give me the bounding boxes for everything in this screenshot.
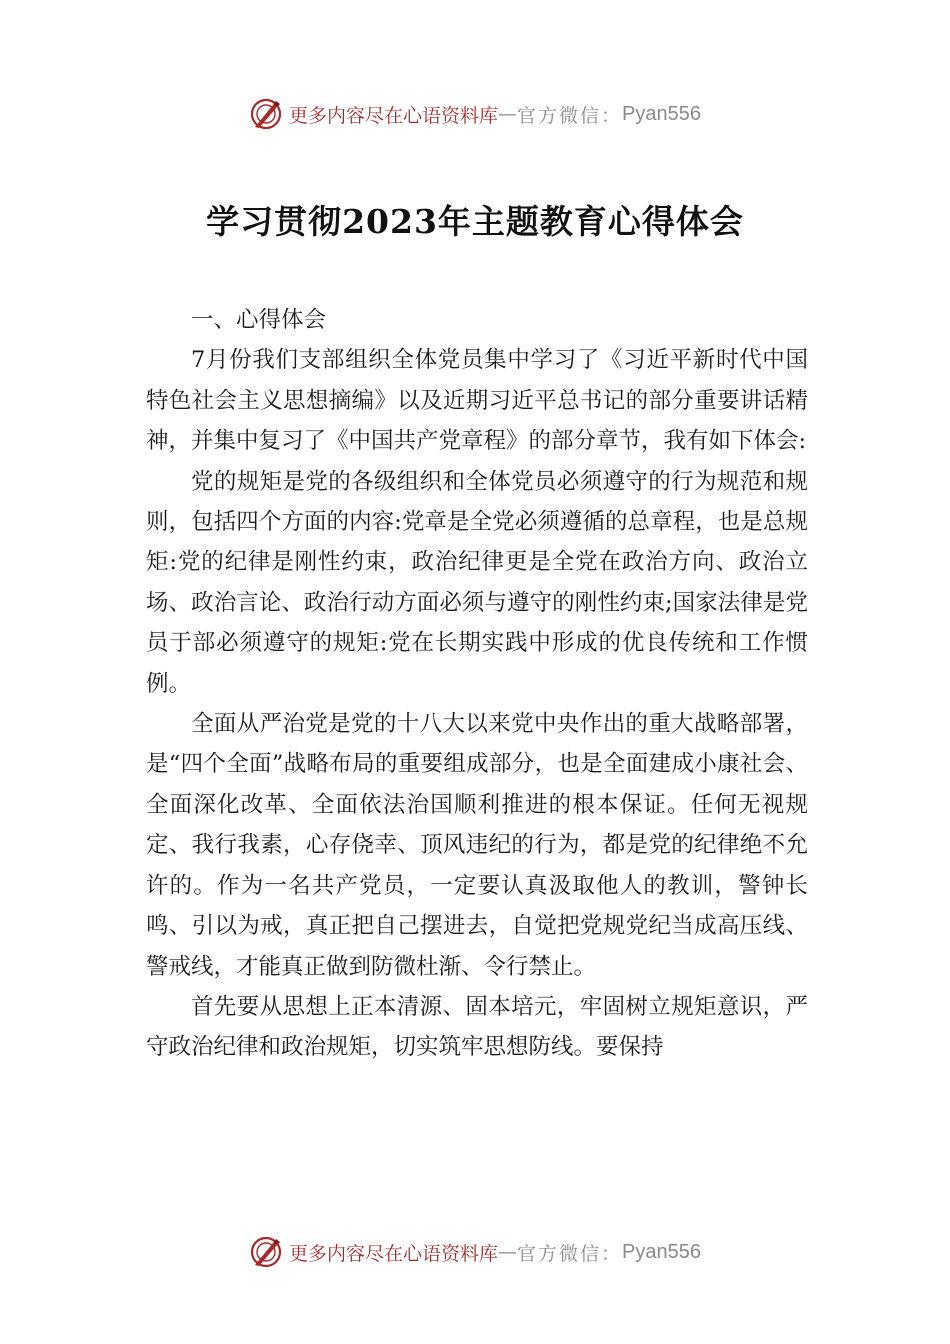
banner-wechat-label: 官方微信： bbox=[517, 1242, 623, 1265]
paragraph: 党的规矩是党的各级组织和全体党员必须遵守的行为规范和规则，包括四个方面的内容:党章是全党必须遵循的总章程，也是总规矩:党的纪律是刚性约束，政治纪律更是全党在政治方向、政治立场、政治言论、政治行动方面必须与遵守的刚性约束;国家法律是党员于部必须遵守的规矩:党在长期实践中形成的优良传统和工作惯例。 bbox=[146, 468, 808, 697]
paragraph: 首先要从思想上正本清源、固本培元，牢固树立规矩意识，严守政治纪律和政治规矩，切实筑牢思想防线。要保持 bbox=[146, 993, 808, 1061]
banner-wechat-id: Pyan556 bbox=[622, 102, 701, 125]
banner-main-text: 更多内容尽在心语资料库 bbox=[289, 104, 499, 127]
banner-wechat-id: Pyan556 bbox=[622, 1240, 701, 1263]
section-heading: 一、心得体会 bbox=[191, 307, 327, 333]
banner-separator: — bbox=[498, 1241, 518, 1263]
footer-banner bbox=[0, 1232, 950, 1272]
paragraph: 全面从严治党是党的十八大以来党中央作出的重大战略部署，是“四个全面”战略布局的重要组成部分，也是全面建成小康社会、全面深化改革、全面依法治国顺利推进的根本保证。任何无视规定、我行我素，心存侥幸、顶风违纪的行为，都是党的纪律绝不允许的。作为一名共产党员，一定要认真汲取他人的教训，警钟长鸣、引以为戒，真正把自己摆进去，自觉把党规党纪当成高压线、警戒线，才能真正做到防微杜渐、令行禁止。 bbox=[146, 711, 808, 980]
banner-main-text: 更多内容尽在心语资料库 bbox=[289, 1242, 499, 1265]
paragraph: 7月份我们支部组织全体党员集中学习了《习近平新时代中国特色社会主义思想摘编》以及近期习近平总书记的部分重要讲话精神，并集中复习了《中国共产党章程》的部分章节，我有如下体会: bbox=[146, 347, 808, 455]
document-body bbox=[146, 300, 808, 1068]
banner-separator: — bbox=[498, 103, 518, 125]
header-banner bbox=[0, 94, 950, 134]
pen-circle-logo-icon bbox=[249, 97, 283, 131]
pen-circle-logo-icon bbox=[249, 1235, 283, 1269]
document-title: 学习贯彻2023年主题教育心得体会 bbox=[206, 202, 744, 241]
banner-wechat-label: 官方微信： bbox=[517, 104, 623, 127]
